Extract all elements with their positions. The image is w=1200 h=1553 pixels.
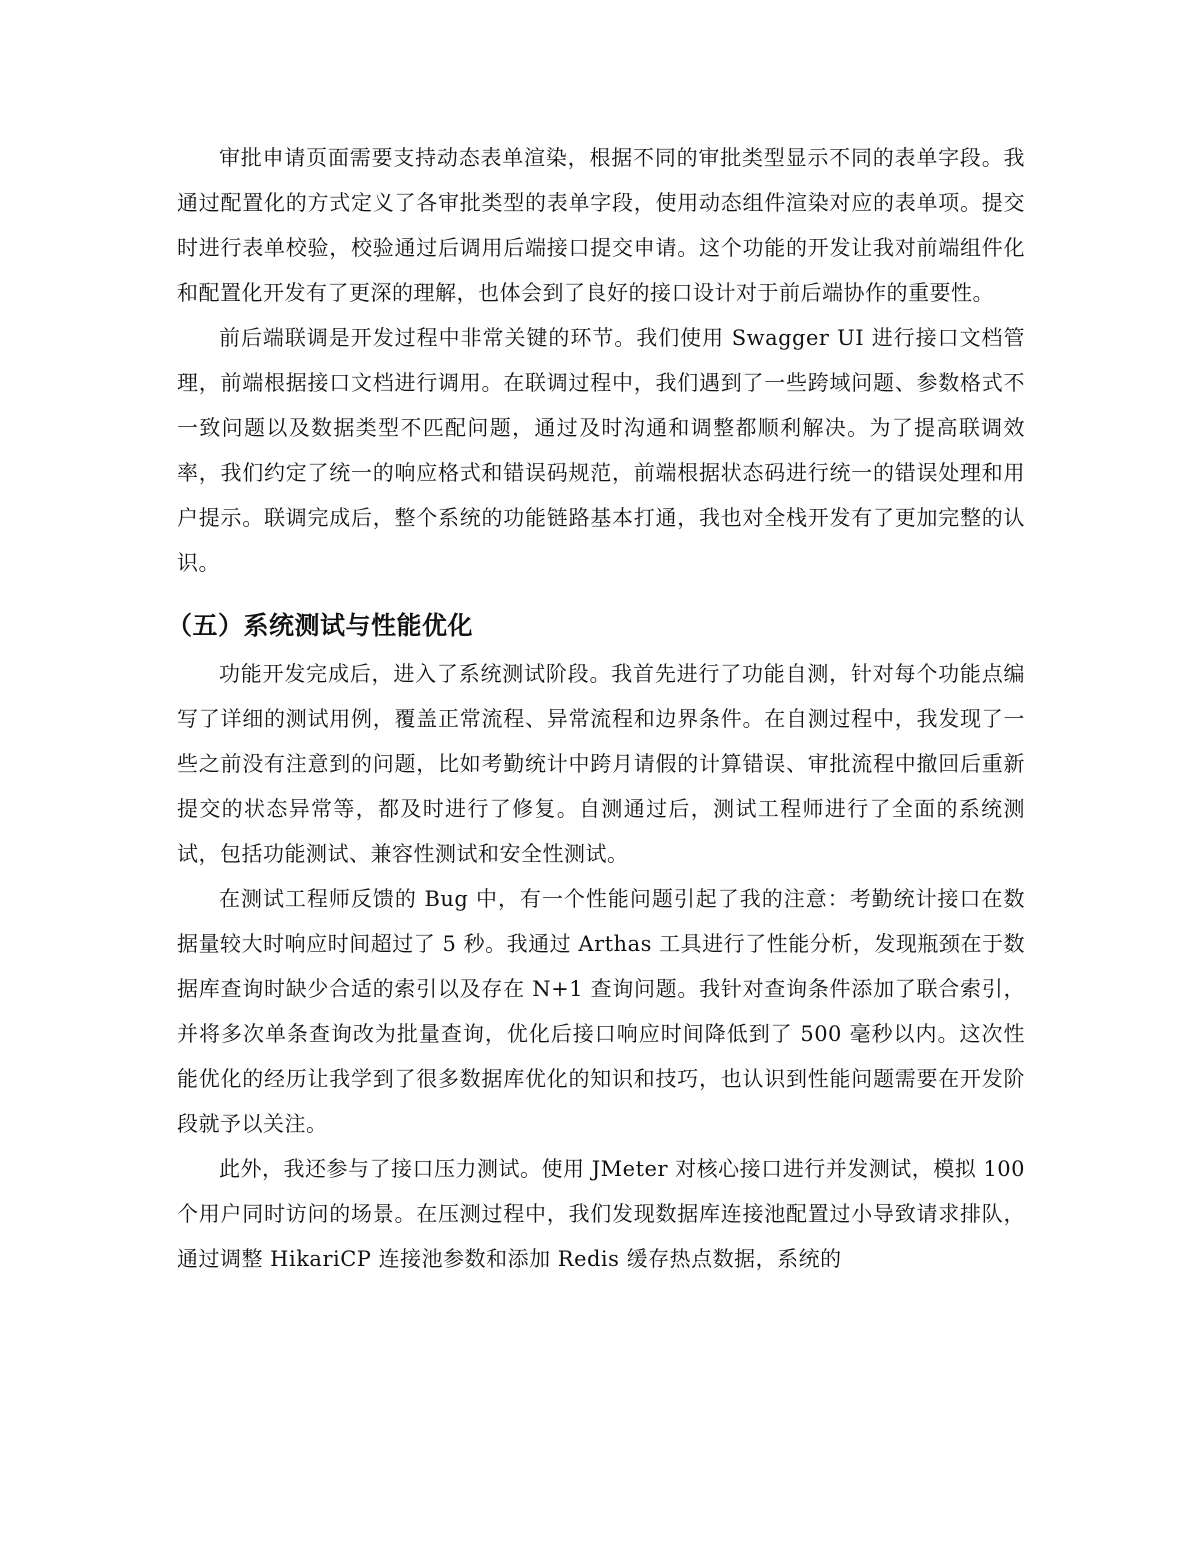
section-heading: （五）系统测试与性能优化 <box>167 611 474 640</box>
document-page <box>167 136 1025 1282</box>
paragraph-stress-testing: 此外，我还参与了接口压力测试。使用 JMeter 对核心接口进行并发测试，模拟 100 个用户同时访问的场景。在压测过程中，我们发现数据库连接池配置过小导致请求排队，通过调整 HikariCP 连接池参数和添加 Redis 缓存热点数据，系统的 <box>177 1157 1025 1271</box>
paragraph-performance-optimization: 在测试工程师反馈的 Bug 中，有一个性能问题引起了我的注意：考勤统计接口在数据量较大时响应时间超过了 5 秒。我通过 Arthas 工具进行了性能分析，发现瓶颈在于数据库查询时缺少合适的索引以及存在 N+1 查询问题。我针对查询条件添加了联合索引，并将多次单条查询改为批量查询，优化后接口响应时间降低到了 500 毫秒以内。这次性能优化的经历让我学到了很多数据库优化的知识和技巧，也认识到性能问题需要在开发阶段就予以关注。 <box>177 887 1025 1136</box>
paragraph-functional-testing: 功能开发完成后，进入了系统测试阶段。我首先进行了功能自测，针对每个功能点编写了详细的测试用例，覆盖正常流程、异常流程和边界条件。在自测过程中，我发现了一些之前没有注意到的问题，比如考勤统计中跨月请假的计算错误、审批流程中撤回后重新提交的状态异常等，都及时进行了修复。自测通过后，测试工程师进行了全面的系统测试，包括功能测试、兼容性测试和安全性测试。 <box>177 662 1025 866</box>
paragraph-dynamic-form: 审批申请页面需要支持动态表单渲染，根据不同的审批类型显示不同的表单字段。我通过配置化的方式定义了各审批类型的表单字段，使用动态组件渲染对应的表单项。提交时进行表单校验，校验通过后调用后端接口提交申请。这个功能的开发让我对前端组件化和配置化开发有了更深的理解，也体会到了良好的接口设计对于前后端协作的重要性。 <box>177 146 1025 305</box>
paragraph-integration: 前后端联调是开发过程中非常关键的环节。我们使用 Swagger UI 进行接口文档管理，前端根据接口文档进行调用。在联调过程中，我们遇到了一些跨域问题、参数格式不一致问题以及数据类型不匹配问题，通过及时沟通和调整都顺利解决。为了提高联调效率，我们约定了统一的响应格式和错误码规范，前端根据状态码进行统一的错误处理和用户提示。联调完成后，整个系统的功能链路基本打通，我也对全栈开发有了更加完整的认识。 <box>177 326 1025 575</box>
